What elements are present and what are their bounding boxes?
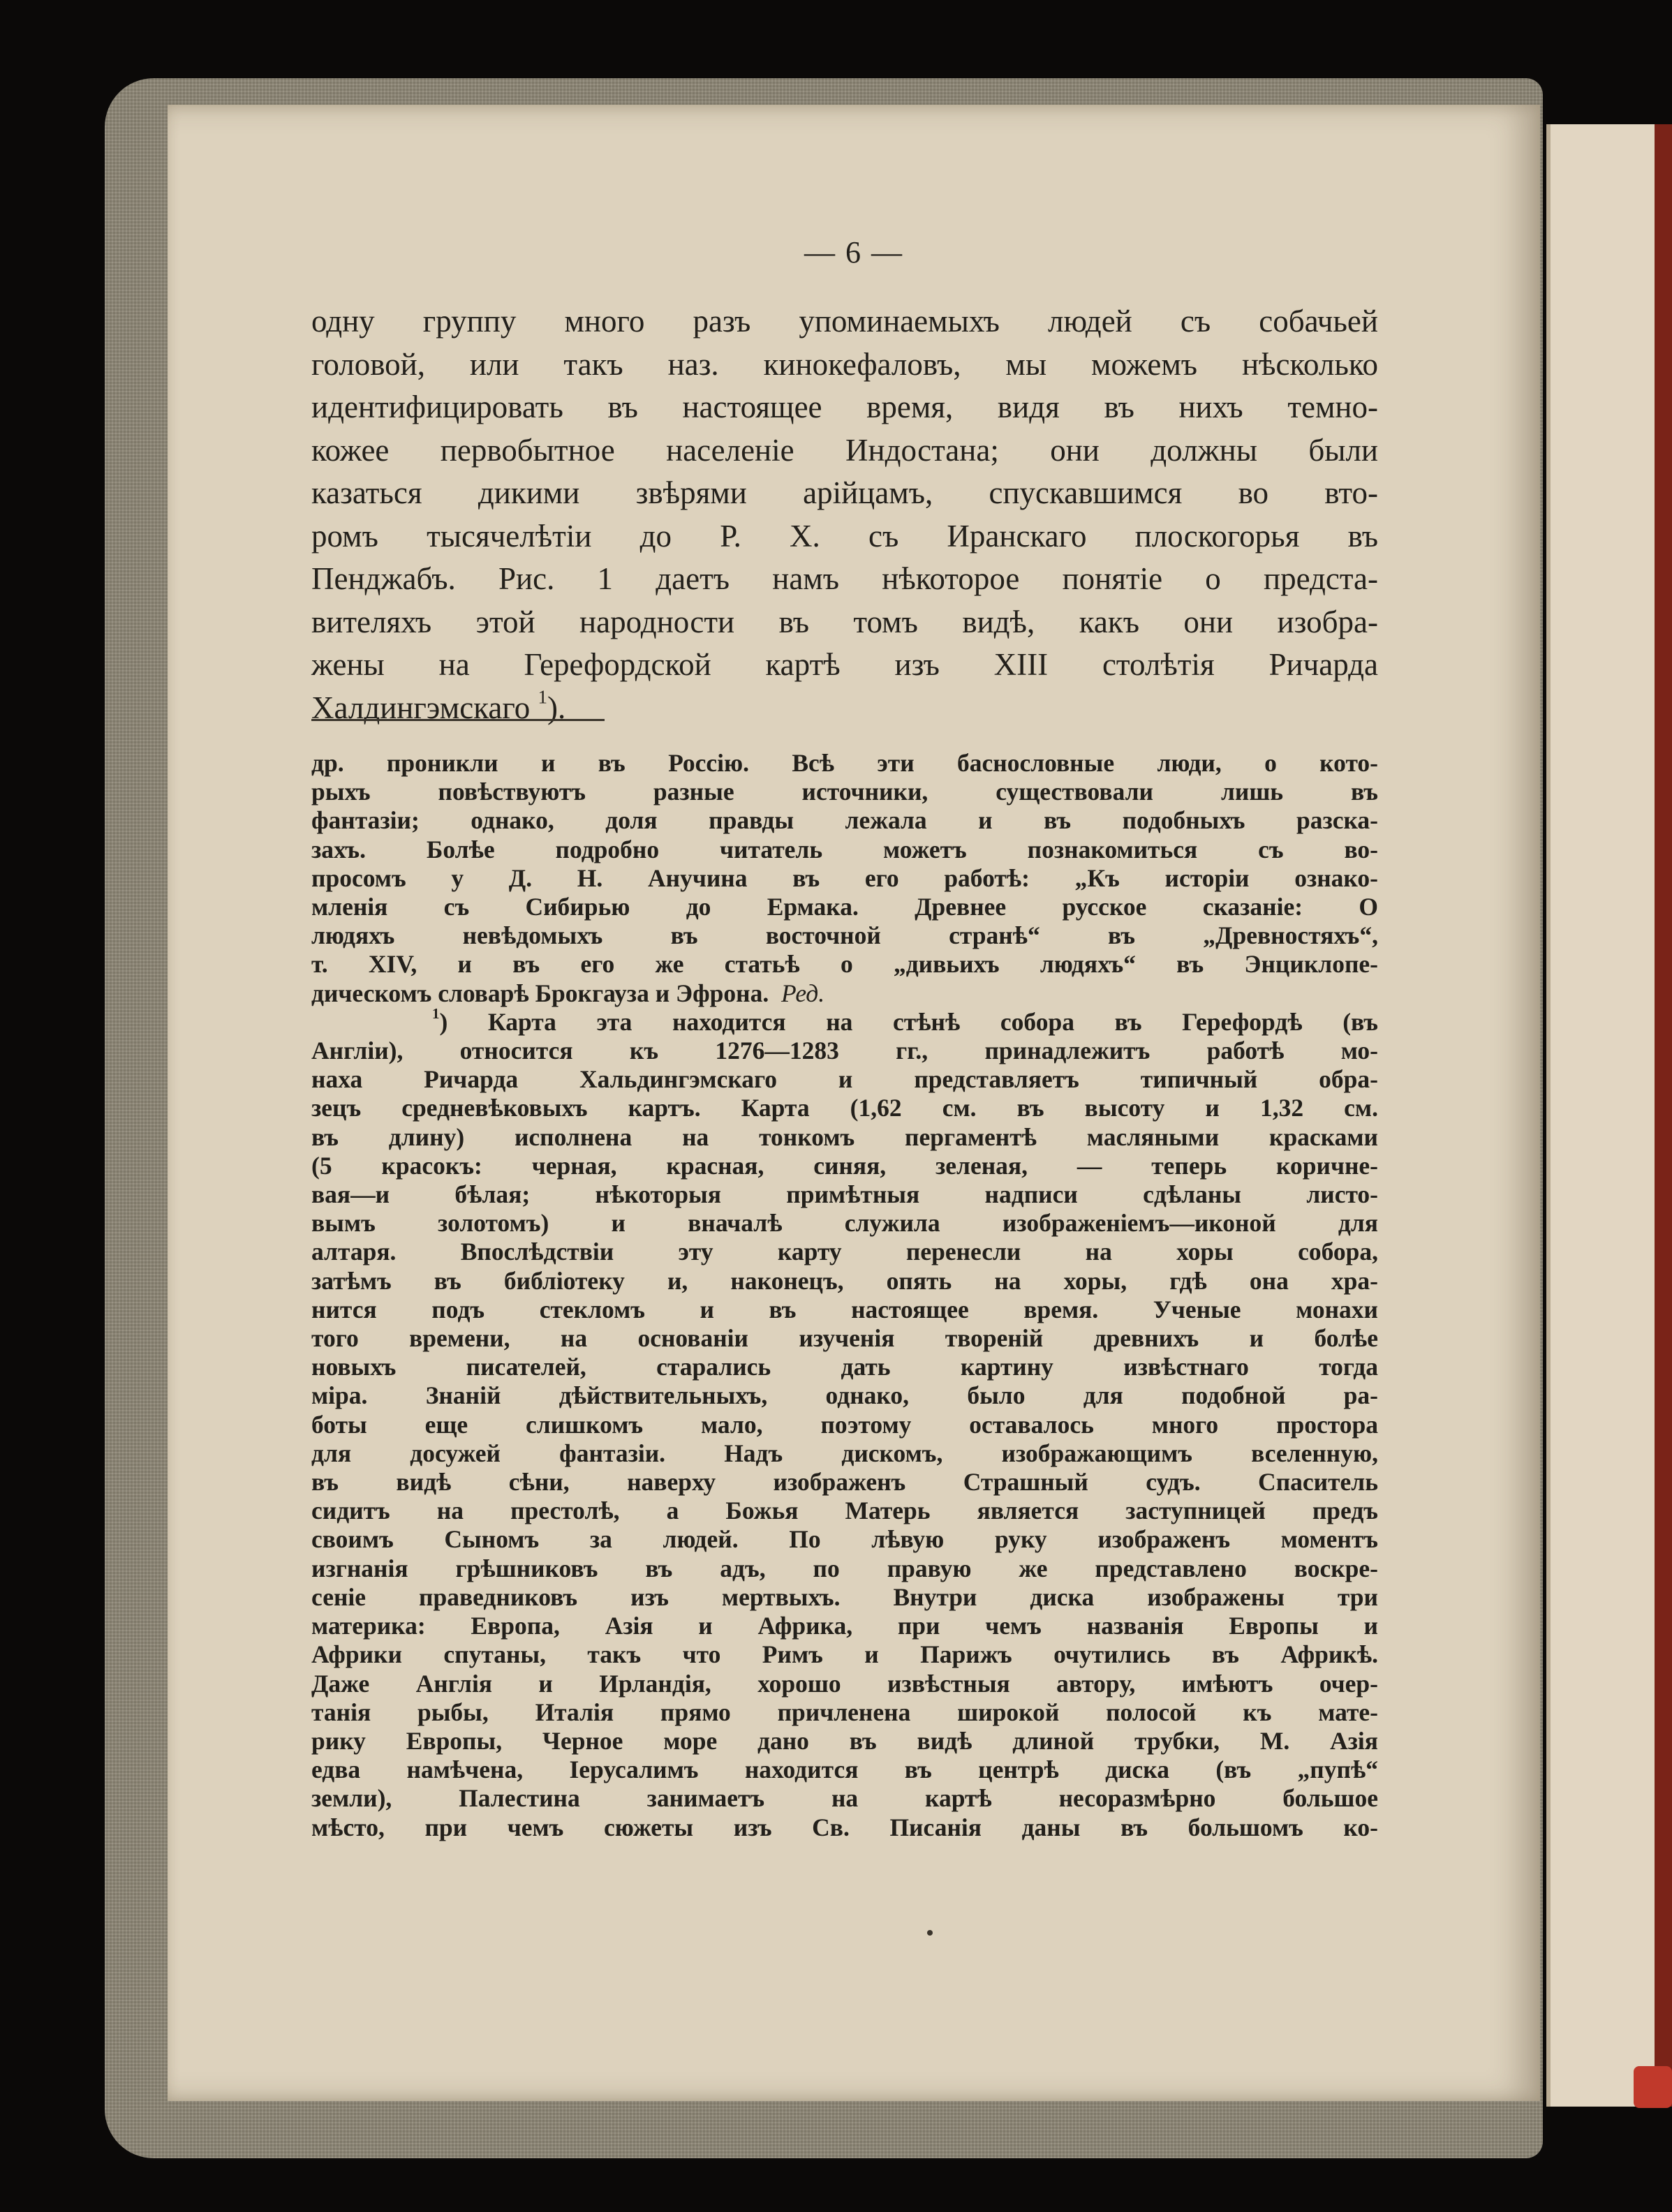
footnote-marker: 1 xyxy=(431,1004,440,1022)
ink-dot xyxy=(927,1930,933,1936)
footnote-line: материка: Европа, Азія и Африка, при чемъ названія Европы и xyxy=(311,1612,1378,1640)
next-page-red-edge xyxy=(1655,124,1672,2107)
text-line: головой, или такъ наз. кинокефаловъ, мы можемъ нѣсколько xyxy=(311,346,1378,382)
footnote-line: міра. Знаній дѣйствительныхъ, однако, было для подобной ра- xyxy=(311,1381,1378,1410)
footnote-line: изгнанія грѣшниковъ въ адъ, по правую же представлено воскре- xyxy=(311,1554,1378,1582)
footnote-line: вымъ золотомъ) и вначалѣ служила изображеніемъ—иконой для xyxy=(311,1209,1378,1238)
footnote-line xyxy=(311,1004,1379,1037)
footnote-marker: 1 xyxy=(538,685,547,707)
footnote-line: (5 красокъ: черная, красная, синяя, зеленая, — теперь коричне- xyxy=(311,1151,1378,1180)
text-line: Пенджабъ. Рис. 1 даетъ намъ нѣкоторое понятіе о предста- xyxy=(311,561,1378,596)
footnote-line: Даже Англія и Ирландія, хорошо извѣстныя автору, имѣютъ очер- xyxy=(311,1669,1378,1698)
bookmark-ribbon xyxy=(1634,2066,1672,2108)
text-line: казаться дикими звѣрями арійцамъ, спускавшимся во вто- xyxy=(311,475,1378,510)
footnote-line: захъ. Болѣе подробно читатель можетъ познакомиться съ во- xyxy=(311,835,1378,863)
footnote-line: затѣмъ въ библіотеку и, наконецъ, опять на хоры, гдѣ она хра- xyxy=(311,1266,1378,1295)
footnote-line: алтаря. Впослѣдствіи эту карту перенесли на хоры собора, xyxy=(311,1238,1378,1266)
text-line: одну группу много разъ упоминаемыхъ людей съ собачьей xyxy=(311,304,1378,339)
footnote-line: зецъ средневѣковыхъ картъ. Карта (1,62 см. въ высоту и 1,32 см. xyxy=(311,1094,1378,1122)
footnote-line: Англіи), относится къ 1276—1283 гг., принадлежитъ работѣ мо- xyxy=(311,1037,1378,1065)
text-line: идентифицировать въ настоящее время, видя въ нихъ темно- xyxy=(311,389,1378,424)
footnote-line: того времени, на основаніи изученія твореній древнихъ и болѣе xyxy=(311,1324,1378,1353)
text-fragment: ) Карта эта находится на стѣнѣ собора въ Герефордѣ (въ xyxy=(439,1007,1379,1036)
footnote-line: нится подъ стекломъ и въ настоящее время. Ученые монахи xyxy=(311,1295,1378,1323)
footnote-line: своимъ Сыномъ за людей. По лѣвую руку изображенъ моментъ xyxy=(311,1525,1378,1554)
footnote-line: Африки спутаны, такъ что Римъ и Парижъ очутились въ Африкѣ. xyxy=(311,1640,1378,1669)
footnote-line: земли), Палестина занимаетъ на картѣ несоразмѣрно большое xyxy=(311,1784,1378,1813)
footnote-line: мленія съ Сибирью до Ермака. Древнее русское сказаніе: О xyxy=(311,893,1378,921)
footnote-line: людяхъ невѣдомыхъ въ восточной странѣ“ въ „Древностяхъ“, xyxy=(311,921,1378,950)
footnote-line: новыхъ писателей, старались дать картину извѣстнаго тогда xyxy=(311,1353,1378,1381)
footnote-line: въ видѣ сѣни, наверху изображенъ Страшный судъ. Спаситель xyxy=(311,1468,1378,1497)
footnote-line: едва намѣчена, Іерусалимъ находится въ центрѣ диска (въ „пупѣ“ xyxy=(311,1756,1378,1784)
footnote-line: фантазіи; однако, доля правды лежала и въ подобныхъ разска- xyxy=(311,806,1378,835)
footnote-line: вая—и бѣлая; нѣкоторыя примѣтныя надписи сдѣланы листо- xyxy=(311,1180,1378,1209)
text-line: кожее первобытное населеніе Индостана; они должны были xyxy=(311,432,1378,468)
main-paragraph xyxy=(311,300,1378,729)
footnote-line: для досужей фантазіи. Надъ дискомъ, изображающимъ вселенную, xyxy=(311,1439,1378,1467)
text-line: жены на Герефордской картѣ изъ XIII столѣтія Ричарда xyxy=(311,647,1378,682)
text-fragment: Халдингэмскаго xyxy=(311,690,531,725)
footnote-line: танія рыбы, Италія прямо причленена широкой полосой къ мате- xyxy=(311,1698,1378,1726)
editor-mark: Ред. xyxy=(781,979,825,1007)
footnote-line: просомъ у Д. Н. Анучина въ его работѣ: „Къ исторіи ознако- xyxy=(311,863,1378,892)
text-fragment: дическомъ словарѣ Брокгауза и Эфрона. xyxy=(311,979,769,1007)
footnote-line: сидитъ на престолѣ, а Божья Матерь является заступницей предъ xyxy=(311,1497,1378,1525)
page-number: — 6 — xyxy=(804,235,903,269)
footnote-line: въ длину) исполнена на тонкомъ пергаментѣ масляными красками xyxy=(311,1122,1378,1151)
text-fragment: ). xyxy=(547,690,566,725)
text-line-last xyxy=(311,687,1378,730)
text-line: вителяхъ этой народности въ томъ видѣ, какъ они изобра- xyxy=(311,604,1378,639)
book-page xyxy=(168,105,1540,2101)
footnote-line: мѣсто, при чемъ сюжеты изъ Св. Писанія даны въ большомъ ко- xyxy=(311,1813,1378,1841)
footnote-line: т. XIV, и въ его же статьѣ о „дивьихъ людяхъ“ въ Энциклопе- xyxy=(311,950,1378,979)
footnote-line: сеніе праведниковъ изъ мертвыхъ. Внутри диска изображены три xyxy=(311,1582,1378,1611)
footnote-line: рику Европы, Черное море дано въ видѣ длиной трубки, М. Азія xyxy=(311,1726,1378,1755)
text-line: ромъ тысячелѣтіи до Р. Х. съ Иранскаго плоскогорья въ xyxy=(311,518,1378,554)
footnote-line xyxy=(311,979,1378,1008)
footnote-divider xyxy=(311,719,605,721)
footnote-line: боты еще слишкомъ мало, поэтому оставалось много простора xyxy=(311,1410,1378,1439)
footnote-line: наха Ричарда Хальдингэмскаго и представляетъ типичный обра- xyxy=(311,1065,1378,1094)
footnote-line: др. проникли и въ Россію. Всѣ эти баснословные люди, о кото- xyxy=(311,749,1378,777)
footnote-line: рыхъ повѣствуютъ разные источники, существовали лишь въ xyxy=(311,778,1378,806)
next-page-edge xyxy=(1546,124,1672,2107)
footnotes xyxy=(311,749,1378,1842)
